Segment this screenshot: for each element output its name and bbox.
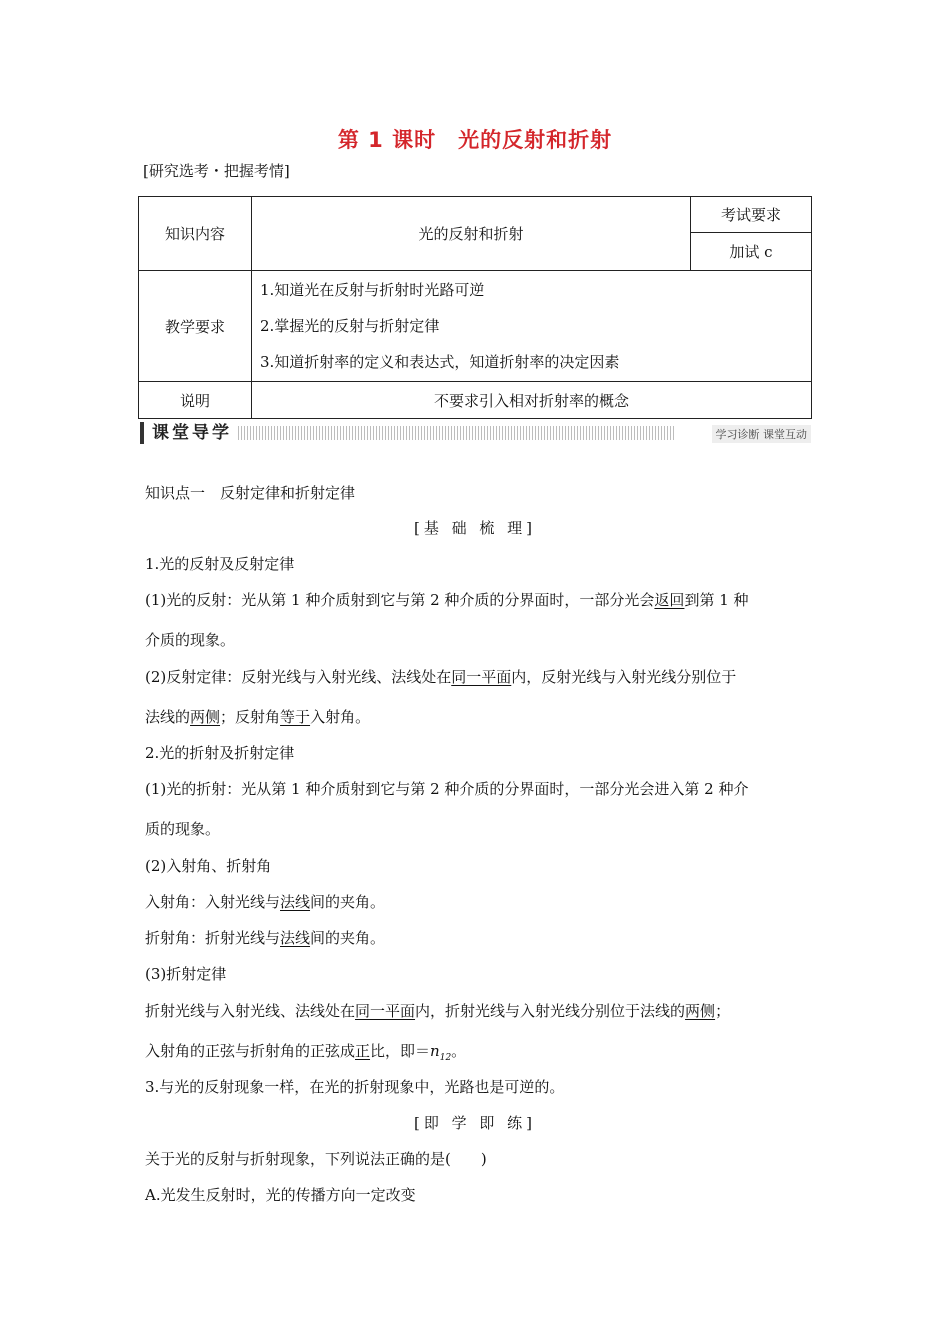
section-1-heading: 1.光的反射及反射定律	[145, 555, 295, 573]
paragraph-line	[145, 927, 385, 948]
section-2-heading: 2.光的折射及折射定律	[145, 744, 295, 762]
table-label-note: 说明	[139, 382, 252, 419]
paragraph-line	[145, 589, 749, 610]
underlined-answer: 同一平面	[355, 1002, 416, 1020]
text: 入射角：入射光线与	[145, 893, 281, 911]
question-text: 关于光的反射与折射现象，下列说法正确的是( )	[145, 1150, 487, 1168]
text: 入射角。	[310, 708, 371, 726]
teaching-item: 3.知道折射率的定义和表达式，知道折射率的决定因素	[260, 353, 620, 371]
paragraph-line	[145, 1000, 730, 1021]
basics-heading: [基 础 梳 理]	[413, 519, 536, 537]
formula-subscript: 12	[439, 1053, 452, 1063]
paragraph-line: (1)光的折射：光从第 1 种介质射到它与第 2 种介质的分界面时，一部分光会进入第 2 种介	[145, 780, 749, 798]
table-label-teaching: 教学要求	[139, 271, 252, 382]
table-note-content: 不要求引入相对折射率的概念	[252, 382, 812, 419]
practice-heading: [即 学 即 练]	[413, 1114, 536, 1132]
banner-pattern	[232, 426, 675, 440]
page-title: 第 1 课时 光的反射和折射	[337, 128, 613, 152]
table-teaching-items	[252, 271, 812, 382]
text: 内，折射光线与入射光线分别位于法线的	[415, 1002, 686, 1020]
paragraph-line: 质的现象。	[145, 820, 221, 838]
underlined-answer: 两侧	[190, 708, 221, 726]
table-req-value: 加试 c	[691, 233, 812, 271]
knowledge-point-heading: 知识点一 反射定律和折射定律	[145, 484, 356, 502]
text: ；	[715, 1002, 731, 1020]
banner-title: 课堂导学	[140, 422, 238, 444]
table-label-knowledge: 知识内容	[139, 197, 252, 271]
paragraph-line	[145, 1040, 466, 1063]
paragraph-line	[145, 706, 370, 727]
underlined-answer: 同一平面	[451, 668, 512, 686]
option-a: A.光发生反射时，光的传播方向一定改变	[145, 1186, 416, 1204]
paragraph-line: (2)入射角、折射角	[145, 857, 272, 875]
teaching-item: 2.掌握光的反射与折射定律	[260, 317, 440, 335]
underlined-answer: 正	[355, 1042, 371, 1060]
text: 间的夹角。	[310, 893, 386, 911]
table-req-head: 考试要求	[691, 197, 812, 233]
text: (1)光的反射：光从第 1 种介质射到它与第 2 种介质的分界面时，一部分光会	[145, 591, 655, 609]
paragraph-line: 介质的现象。	[145, 631, 236, 649]
teaching-item: 1.知道光在反射与折射时光路可逆	[260, 281, 485, 299]
section-banner	[140, 422, 815, 444]
paragraph-line	[145, 666, 736, 687]
text: 间的夹角。	[310, 929, 386, 947]
underlined-answer: 法线	[280, 893, 311, 911]
text: 到第 1 种	[684, 591, 749, 609]
text: 折射角：折射光线与	[145, 929, 281, 947]
paragraph-line	[145, 891, 385, 912]
section-tag: [研究选考・把握考情]	[143, 162, 290, 180]
underlined-answer: 法线	[280, 929, 311, 947]
text: ；反射角	[220, 708, 281, 726]
text: 入射角的正弦与折射角的正弦成	[145, 1042, 356, 1060]
text: 法线的	[145, 708, 191, 726]
table-content-knowledge: 光的反射和折射	[252, 197, 691, 271]
requirements-table	[138, 196, 812, 419]
underlined-answer: 等于	[280, 708, 311, 726]
banner-subtitle: 学习诊断 课堂互动	[712, 425, 812, 443]
text: 折射光线与入射光线、法线处在	[145, 1002, 356, 1020]
underlined-answer: 返回	[654, 591, 685, 609]
underlined-answer: 两侧	[685, 1002, 716, 1020]
paragraph-line: (3)折射定律	[145, 965, 227, 983]
text: (2)反射定律：反射光线与入射光线、法线处在	[145, 668, 452, 686]
formula-symbol: n	[430, 1042, 440, 1060]
section-3-text: 3.与光的反射现象一样，在光的折射现象中，光路也是可逆的。	[145, 1078, 565, 1096]
text: 比，即＝	[370, 1042, 431, 1060]
text: 内，反射光线与入射光线分别位于	[511, 668, 737, 686]
text: 。	[451, 1042, 467, 1060]
